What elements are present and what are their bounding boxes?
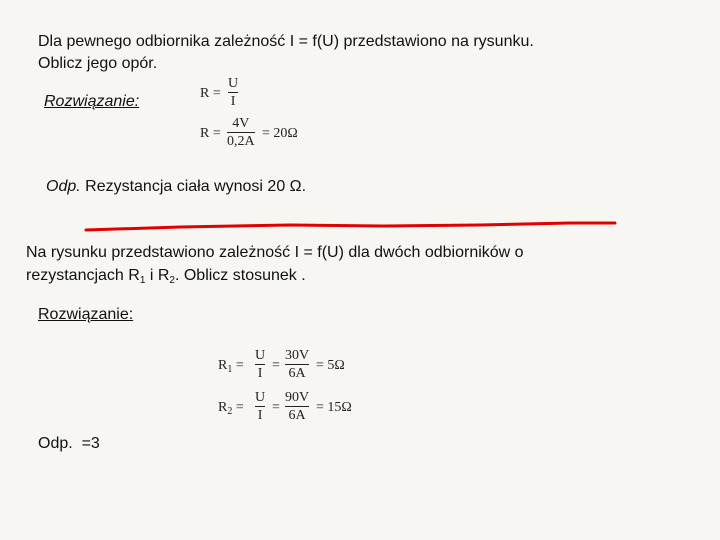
task2-answer: Odp. =3 bbox=[38, 435, 100, 452]
task2-line1: Na rysunku przedstawiono zależność I = f(U) dla dwóch odbiorników o bbox=[26, 244, 524, 261]
task2-sub1: 1 bbox=[139, 275, 146, 286]
task1-solution-label: Rozwiązanie: bbox=[44, 93, 140, 110]
r2-fraction1 bbox=[255, 390, 265, 423]
r2-bar2 bbox=[285, 406, 309, 407]
r1-den1: I bbox=[257, 366, 263, 381]
r1-op1: = bbox=[235, 358, 244, 373]
task1-answer-prefix: Odp. bbox=[46, 178, 81, 195]
r1-num2: 30V bbox=[285, 348, 310, 363]
r2-num1: U bbox=[255, 390, 266, 405]
formula2-denominator: 0,2A bbox=[227, 134, 255, 149]
r1-bar2 bbox=[285, 364, 309, 365]
formula2-lhs: R = bbox=[200, 126, 221, 141]
formula2-numerator: 4V bbox=[232, 116, 250, 131]
task1-answer-text: Rezystancja ciała wynosi 20 Ω. bbox=[80, 178, 307, 195]
r2-lhs-sub: 2 bbox=[227, 406, 233, 417]
r1-num1: U bbox=[255, 348, 266, 363]
task2-sub2: 2 bbox=[169, 275, 175, 286]
r1-den2: 6A bbox=[288, 366, 306, 381]
r2-rhs: = 15Ω bbox=[316, 400, 352, 415]
r2-num2: 90V bbox=[285, 390, 310, 405]
r1-rhs: = 5Ω bbox=[316, 358, 345, 373]
r2-bar1 bbox=[255, 406, 265, 407]
task2-line2-a: rezystancjach R bbox=[26, 267, 140, 284]
task2-line2-b: i R bbox=[145, 267, 170, 284]
task1-line1: Dla pewnego odbiornika zależność I = f(U) przedstawiono na rysunku. bbox=[38, 33, 534, 50]
r2-lhs-main: R bbox=[218, 400, 228, 415]
formula2-rhs: = 20Ω bbox=[262, 126, 298, 141]
formula1-numerator: U bbox=[228, 76, 239, 91]
task2-line2-c: . Oblicz stosunek . bbox=[174, 267, 306, 284]
r2-fraction2 bbox=[285, 390, 309, 423]
r1-bar1 bbox=[255, 364, 265, 365]
r2-lhs bbox=[218, 400, 244, 420]
formula1-lhs: R = bbox=[200, 86, 221, 101]
task2-line2 bbox=[26, 266, 306, 291]
r1-lhs-main: R bbox=[218, 358, 228, 373]
r1-op2: = bbox=[272, 358, 280, 373]
r2-den1: I bbox=[257, 408, 263, 423]
r1-fraction1 bbox=[255, 348, 265, 381]
r1-lhs-sub: 1 bbox=[227, 364, 233, 375]
task1-line2: Oblicz jego opór. bbox=[38, 55, 158, 72]
r2-op1: = bbox=[235, 400, 244, 415]
task2-solution-label: Rozwiązanie: bbox=[38, 306, 134, 323]
r2-op2: = bbox=[272, 400, 280, 415]
formula1-denominator: I bbox=[230, 94, 236, 109]
r2-den2: 6A bbox=[288, 408, 306, 423]
r1-lhs bbox=[218, 358, 244, 378]
r1-fraction2 bbox=[285, 348, 309, 381]
